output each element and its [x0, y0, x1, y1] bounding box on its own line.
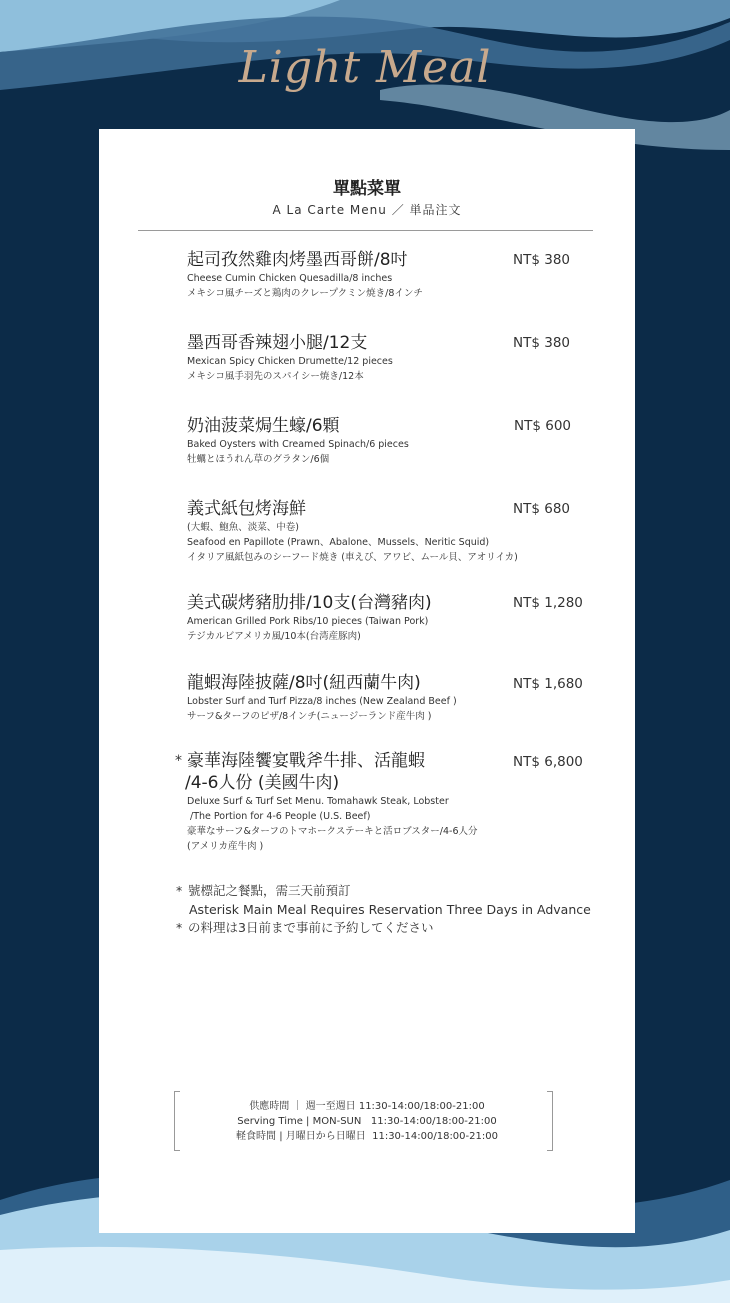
item-name: 墨西哥香辣翅小腿/12支 — [187, 333, 368, 353]
item-price: NT$ 380 — [513, 335, 570, 351]
item-name-ja: 豪華なサーフ&ターフのトマホークステーキと活ロブスター/4-6人分 — [187, 826, 478, 837]
item-name-en: Cheese Cumin Chicken Quesadilla/8 inches — [187, 273, 393, 284]
item-note: (大蝦、鮑魚、淡菜、中卷) — [187, 522, 299, 533]
item-name-ja: 牡蠣とほうれん草のグラタン/6個 — [187, 454, 330, 465]
serving-time-en: Serving Time | MON-SUN 11:30-14:00/18:00-21:00 — [237, 1116, 497, 1127]
item-name: 豪華海陸饗宴戰斧牛排、活龍蝦 — [187, 751, 425, 771]
item-price: NT$ 6,800 — [513, 754, 583, 770]
item-name-en: American Grilled Pork Ribs/10 pieces (Taiwan Pork) — [187, 616, 429, 627]
header-divider — [138, 230, 593, 231]
item-price: NT$ 1,280 — [513, 595, 583, 611]
serving-time-ja: 軽食時間 | 月曜日から日曜日 11:30-14:00/18:00-21:00 — [236, 1131, 498, 1142]
asterisk-mark: * — [176, 920, 183, 935]
item-name-ja: メキシコ風チーズと鶏肉のクレープクミン焼き/8インチ — [187, 288, 423, 299]
item-name: 龍蝦海陸披薩/8吋(紐西蘭牛肉) — [187, 673, 421, 693]
reservation-note-zh: * 號標記之餐點，需三天前預訂 — [176, 883, 351, 898]
item-price: NT$ 1,680 — [513, 676, 583, 692]
item-name: 義式紙包烤海鮮 — [187, 499, 306, 519]
item-name: 起司孜然雞肉烤墨西哥餅/8吋 — [187, 250, 408, 270]
item-price: NT$ 380 — [513, 252, 570, 268]
light-meal-script-title: Light Meal — [238, 42, 492, 93]
item-name: 奶油菠菜焗生蠔/6顆 — [187, 416, 340, 436]
item-name-ja: メキシコ風手羽先のスパイシー焼き/12本 — [187, 371, 364, 382]
menu-card — [99, 129, 635, 1233]
reservation-note-ja: * の料理は3日前まで事前に予約してください — [176, 920, 434, 935]
menu-title: 單點菜單 — [333, 179, 401, 199]
item-name-en: Lobster Surf and Turf Pizza/8 inches (New Zealand Beef ) — [187, 696, 457, 707]
item-name-en: Seafood en Papillote (Prawn、Abalone、Mussels、Neritic Squid) — [187, 537, 490, 548]
asterisk-mark: * — [176, 883, 183, 898]
asterisk-mark: * — [175, 753, 182, 769]
item-price: NT$ 680 — [513, 501, 570, 517]
item-name-ja: イタリア風紙包みのシーフード焼き (車えび、アワビ、ムール貝、アオリイカ) — [187, 552, 518, 563]
item-name-en: Mexican Spicy Chicken Drumette/12 pieces — [187, 356, 393, 367]
item-name-en-line2: /The Portion for 4-6 People (U.S. Beef) — [187, 811, 371, 822]
reservation-note-en: Asterisk Main Meal Requires Reservation Three Days in Advance — [189, 902, 591, 917]
item-name-en: Deluxe Surf & Turf Set Menu. Tomahawk Steak, Lobster — [187, 796, 449, 807]
serving-time-zh: 供應時間 ｜ 週一至週日 11:30-14:00/18:00-21:00 — [249, 1101, 485, 1112]
item-name-ja-line2: (アメリカ産牛肉 ) — [187, 841, 264, 852]
item-name-line2: /4-6人份 (美國牛肉) — [185, 773, 340, 793]
item-price: NT$ 600 — [514, 418, 571, 434]
item-name: 美式碳烤豬肋排/10支(台灣豬肉) — [187, 593, 432, 613]
item-name-ja: テジカルビアメリカ風/10本(台湾産豚肉) — [187, 631, 361, 642]
serving-time — [99, 1099, 635, 1144]
item-name-en: Baked Oysters with Creamed Spinach/6 pieces — [187, 439, 409, 450]
menu-subtitle: A La Carte Menu ／ 単品注文 — [272, 203, 462, 217]
item-name-ja: サーフ&ターフのピザ/8インチ(ニュージーランド産牛肉 ) — [187, 711, 432, 722]
